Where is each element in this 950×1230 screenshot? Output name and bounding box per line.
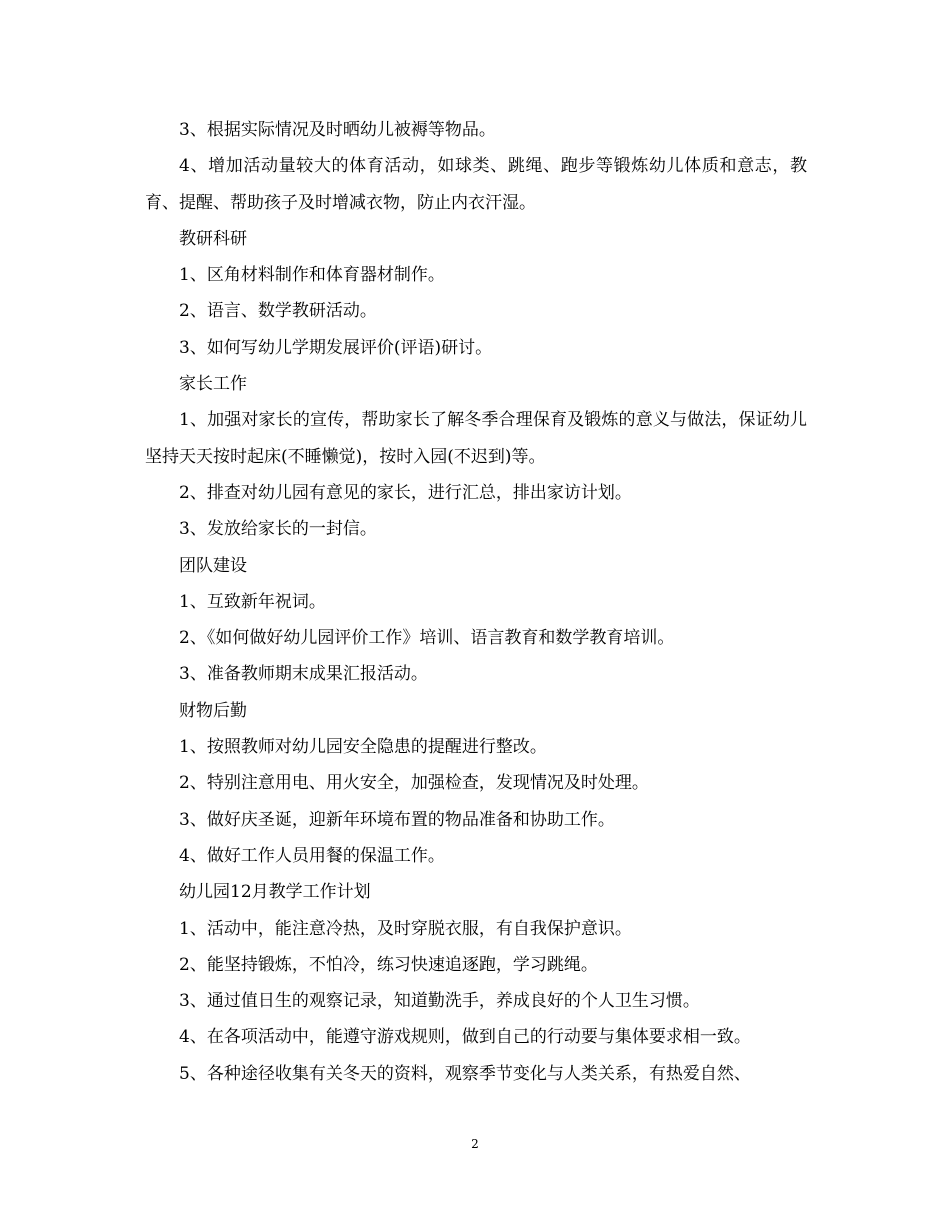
paragraph-12: 1、互致新年祝词。 <box>179 591 326 612</box>
section-heading-december-plan: 幼儿园12月教学工作计划 <box>179 882 371 903</box>
paragraph-4: 1、区角材料制作和体育器材制作。 <box>179 265 445 286</box>
paragraph-10: 3、发放给家长的一封信。 <box>179 519 377 540</box>
paragraph-9: 2、排查对幼儿园有意见的家长，进行汇总，排出家访计划。 <box>179 482 632 503</box>
section-heading-parents: 家长工作 <box>179 374 247 395</box>
paragraph-21: 1、活动中，能注意冷热，及时穿脱衣服，有自我保护意识。 <box>179 918 632 939</box>
paragraph-8: 1、加强对家长的宣传，帮助家长了解冬季合理保育及锻炼的意义与做法，保证幼儿坚持天天按时起床(不睡懒觉)，按时入园(不迟到)等。 <box>145 410 807 467</box>
paragraph-25: 5、各种途径收集有关冬天的资料，观察季节变化与人类关系，有热爱自然、 <box>179 1063 751 1084</box>
paragraph-16: 1、按照教师对幼儿园安全隐患的提醒进行整改。 <box>179 737 547 758</box>
paragraph-13: 2、《如何做好幼儿园评价工作》培训、语言教育和数学教育培训。 <box>179 628 675 649</box>
paragraph-1: 3、根据实际情况及时晒幼儿被褥等物品。 <box>179 120 496 140</box>
section-heading-research: 教研科研 <box>179 228 247 249</box>
section-heading-logistics: 财物后勤 <box>179 700 247 721</box>
paragraph-2: 4、增加活动量较大的体育活动，如球类、跳绳、跑步等锻炼幼儿体质和意志，教育、提醒、帮助孩子及时增减衣物，防止内衣汗湿。 <box>145 156 807 213</box>
paragraph-18: 3、做好庆圣诞，迎新年环境布置的物品准备和协助工作。 <box>179 809 615 830</box>
paragraph-23: 3、通过值日生的观察记录，知道勤洗手，养成良好的个人卫生习惯。 <box>179 991 700 1012</box>
paragraph-19: 4、做好工作人员用餐的保温工作。 <box>179 845 445 866</box>
section-heading-team: 团队建设 <box>179 555 247 576</box>
paragraph-5: 2、语言、数学教研活动。 <box>179 301 377 322</box>
paragraph-6: 3、如何写幼儿学期发展评价(评语)研讨。 <box>179 337 493 358</box>
paragraph-14: 3、准备教师期末成果汇报活动。 <box>179 664 428 685</box>
document-body <box>145 112 807 1092</box>
paragraph-22: 2、能坚持锻炼，不怕冷，练习快速追逐跑，学习跳绳。 <box>179 954 598 975</box>
paragraph-17: 2、特别注意用电、用火安全，加强检查，发现情况及时处理。 <box>179 773 649 794</box>
page-number: 2 <box>471 1137 479 1151</box>
paragraph-24: 4、在各项活动中，能遵守游戏规则，做到自己的行动要与集体要求相一致。 <box>179 1027 751 1048</box>
